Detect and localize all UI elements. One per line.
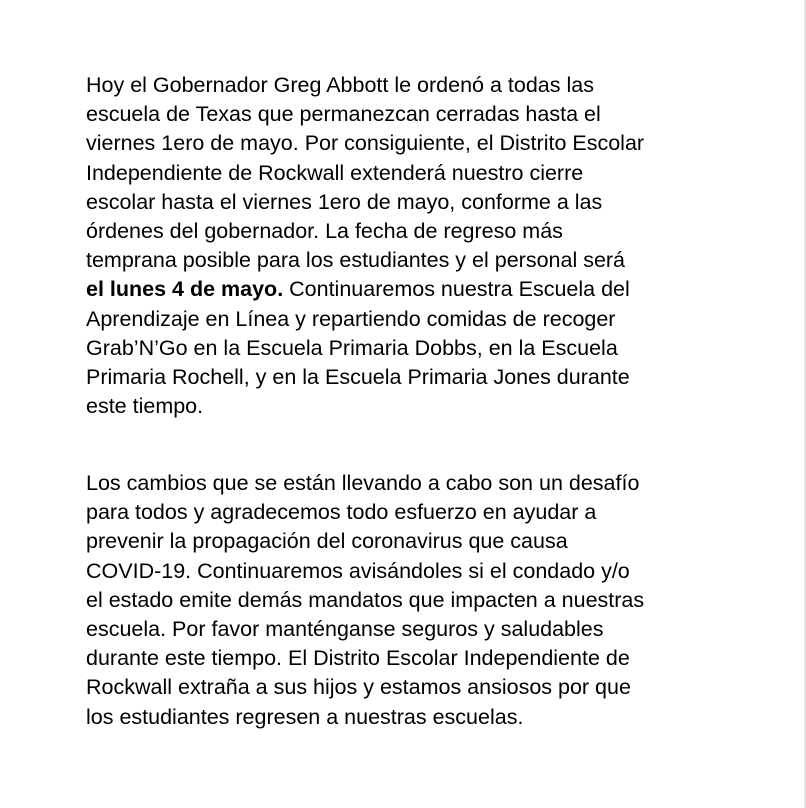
text-line: Hoy el Gobernador Greg Abbott le ordenó a todas las (86, 73, 594, 97)
text-line: el estado emite demás mandatos que impacten a nuestras (86, 587, 645, 612)
text-fragment: Continuaremos nuestra Escuela del (283, 277, 630, 302)
text-line: este tiempo. (86, 394, 204, 419)
text-line: viernes 1ero de mayo. Por consiguiente, el Distrito Escolar (86, 131, 645, 156)
text-line: Aprendizaje en Línea y repartiendo comidas de recoger (86, 306, 616, 331)
text-line: los estudiantes regresen a nuestras escuelas. (86, 704, 524, 729)
text-line-return-date (86, 275, 786, 304)
text-line: escolar hasta el viernes 1ero de mayo, conforme a las (86, 189, 603, 214)
text-line: COVID-19. Continuaremos avisándoles si el condado y/o (86, 558, 630, 583)
paragraph-announcement (86, 71, 786, 421)
paragraph-covid-message (86, 469, 786, 732)
text-line: escuela. Por favor manténganse seguros y saludables (86, 617, 604, 642)
text-line: durante este tiempo. El Distrito Escolar Independiente de (86, 646, 630, 671)
text-line: Independiente de Rockwall extenderá nuestro cierre (86, 160, 584, 185)
text-line: Grab’N’Go en la Escuela Primaria Dobbs, en la Escuela (86, 335, 618, 360)
text-line: Los cambios que se están llevando a cabo son un desafío (86, 471, 640, 495)
return-date-bold: el lunes 4 de mayo. (86, 277, 284, 302)
text-line: prevenir la propagación del coronavirus que causa (86, 529, 568, 554)
text-line: Primaria Rochell, y en la Escuela Primaria Jones durante (86, 365, 630, 390)
text-line: temprana posible para los estudiantes y el personal será (86, 248, 626, 273)
text-line: escuela de Texas que permanezcan cerradas hasta el (86, 102, 601, 127)
text-line: órdenes del gobernador. La fecha de regreso más (86, 219, 563, 244)
text-line: para todos y agradecemos todo esfuerzo en ayudar a (86, 500, 597, 525)
text-line: Rockwall extraña a sus hijos y estamos ansiosos por que (86, 675, 631, 700)
